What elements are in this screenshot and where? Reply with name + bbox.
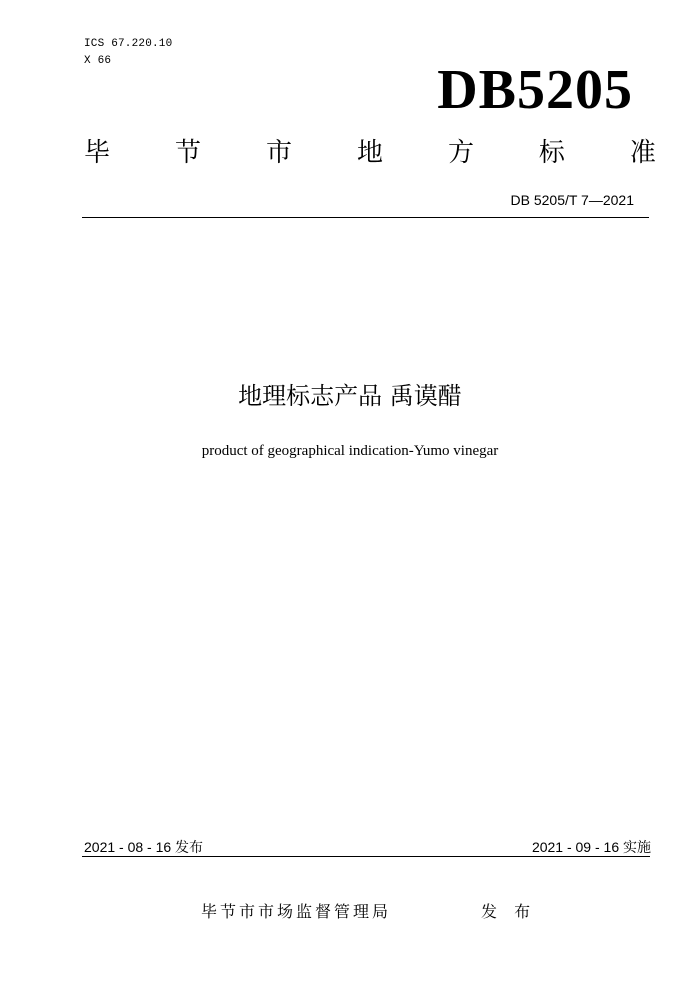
document-title-chinese: 地理标志产品 禹谟醋	[238, 382, 462, 410]
category-char: 毕	[84, 138, 111, 168]
standard-category	[84, 136, 656, 170]
category-char: 地	[356, 138, 383, 168]
implementation-date: 2021 - 09 - 16 实施	[531, 839, 651, 855]
standard-logo: DB5205	[437, 59, 633, 121]
footer-divider	[82, 856, 650, 857]
category-char: 方	[447, 138, 474, 168]
ics-code: ICS 67.220.10	[84, 38, 173, 50]
issuing-authority: 毕节市市场监督管理局	[201, 902, 392, 921]
category-char: 标	[538, 138, 565, 168]
category-char: 节	[174, 138, 201, 168]
header-divider	[82, 217, 649, 218]
issue-label: 发 布	[481, 902, 537, 921]
issue-date: 2021 - 08 - 16 发布	[84, 839, 204, 855]
category-char: 市	[265, 138, 292, 168]
document-title-english: product of geographical indication-Yumo vinegar	[201, 443, 499, 459]
category-char: 准	[629, 138, 656, 168]
standard-number: DB 5205/T 7—2021	[510, 192, 634, 208]
classification-code: X 66	[84, 55, 112, 67]
